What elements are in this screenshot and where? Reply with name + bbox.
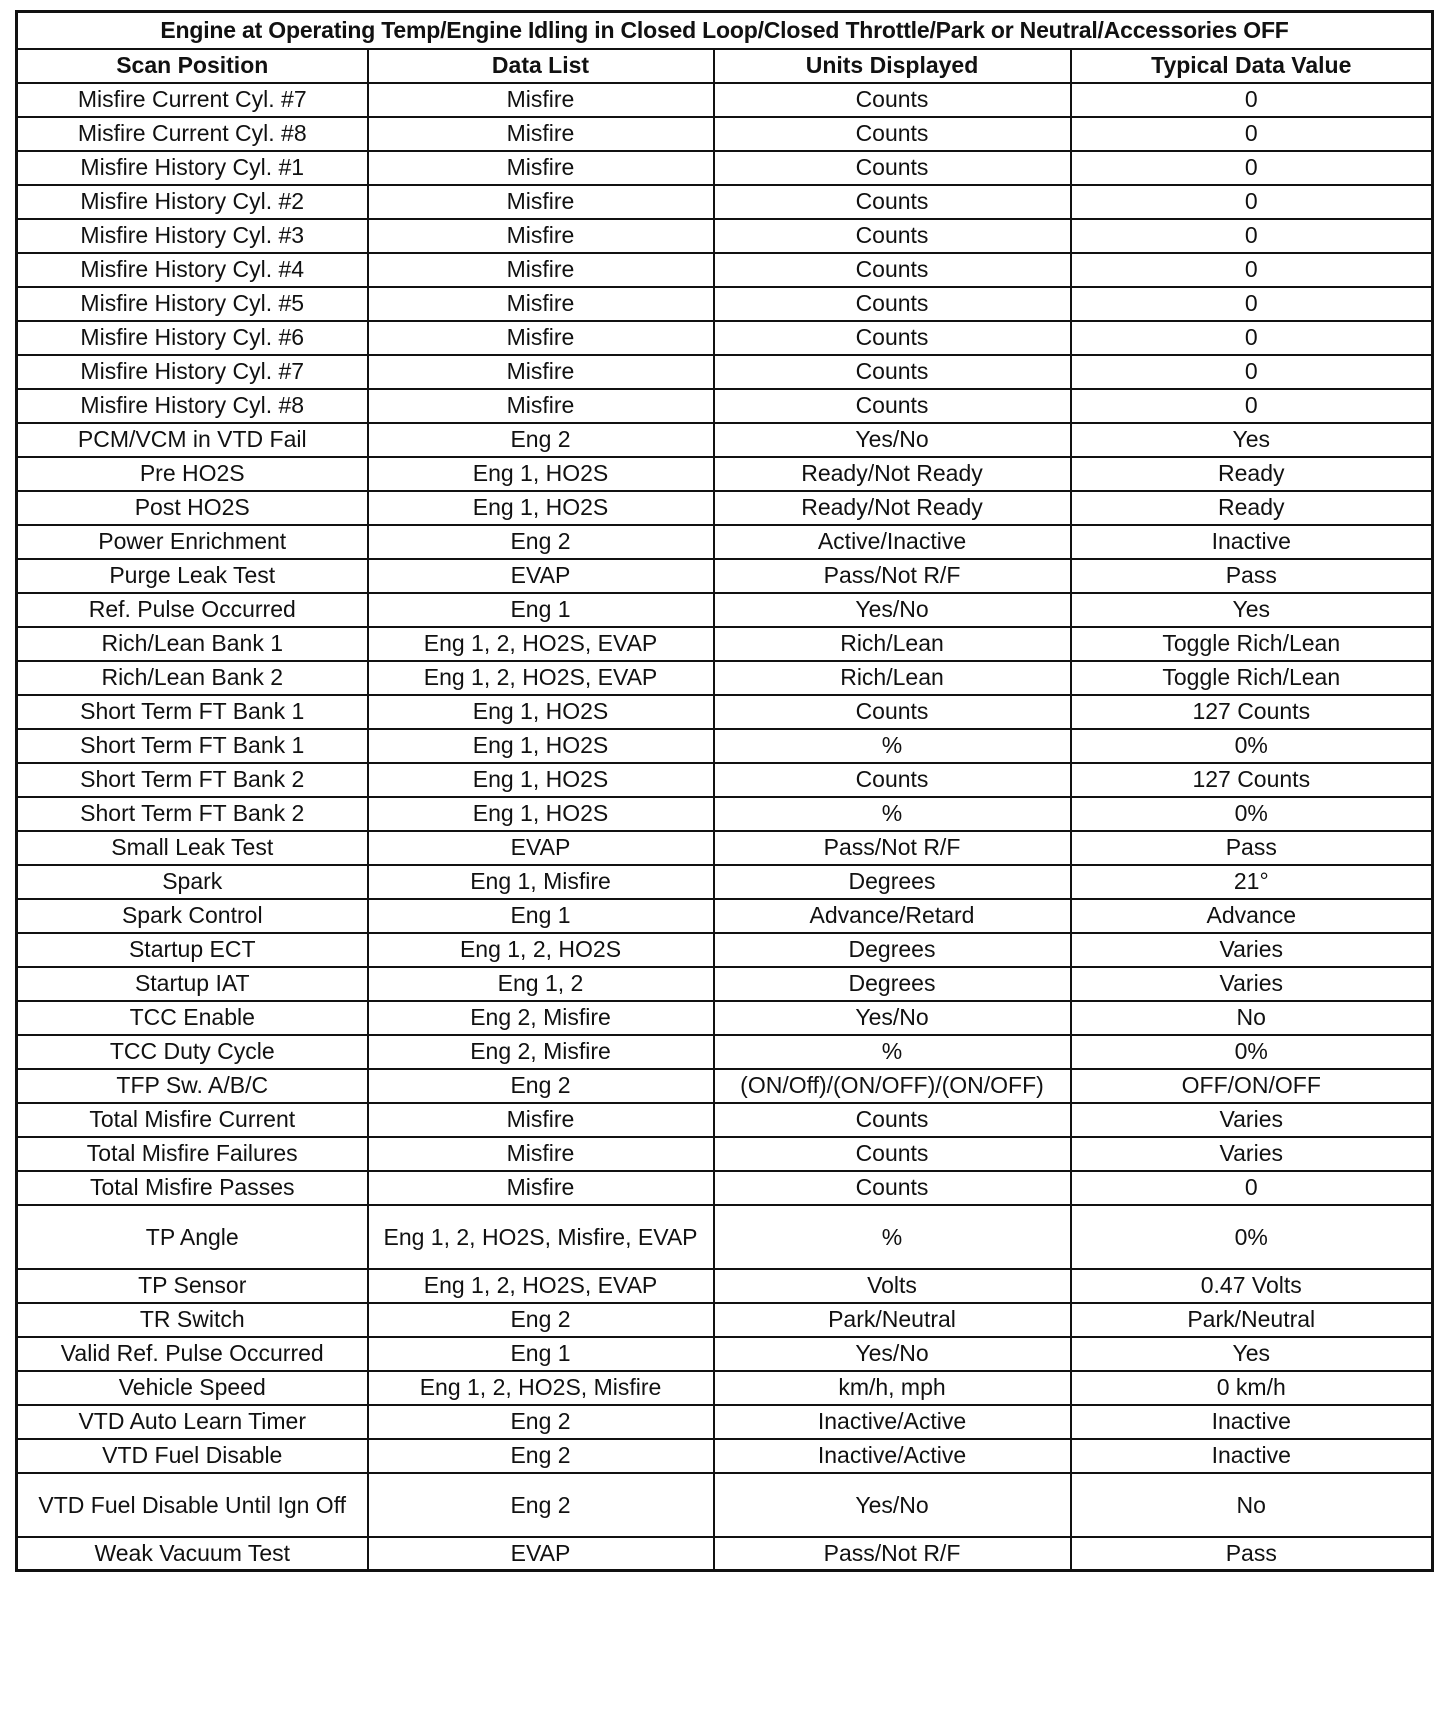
- cell-typical-value: Yes: [1071, 593, 1433, 627]
- cell-scan-position: Post HO2S: [17, 491, 368, 525]
- table-row: [17, 933, 1433, 967]
- cell-units-displayed: Counts: [714, 1171, 1071, 1205]
- cell-typical-value: Toggle Rich/Lean: [1071, 627, 1433, 661]
- cell-data-list: Misfire: [368, 389, 714, 423]
- cell-data-list: Eng 2, Misfire: [368, 1035, 714, 1069]
- table-row: [17, 831, 1433, 865]
- cell-units-displayed: %: [714, 1035, 1071, 1069]
- cell-typical-value: 0%: [1071, 1035, 1433, 1069]
- cell-units-displayed: Counts: [714, 219, 1071, 253]
- cell-data-list: Eng 2: [368, 423, 714, 457]
- cell-scan-position: Rich/Lean Bank 2: [17, 661, 368, 695]
- table-row: [17, 389, 1433, 423]
- cell-typical-value: Pass: [1071, 559, 1433, 593]
- cell-data-list: Misfire: [368, 219, 714, 253]
- cell-units-displayed: %: [714, 729, 1071, 763]
- cell-scan-position: Valid Ref. Pulse Occurred: [17, 1337, 368, 1371]
- cell-scan-position: VTD Fuel Disable: [17, 1439, 368, 1473]
- table-row: [17, 1137, 1433, 1171]
- cell-scan-position: Spark Control: [17, 899, 368, 933]
- cell-scan-position: Misfire Current Cyl. #8: [17, 117, 368, 151]
- cell-scan-position: TFP Sw. A/B/C: [17, 1069, 368, 1103]
- cell-scan-position: Misfire History Cyl. #5: [17, 287, 368, 321]
- cell-data-list: Misfire: [368, 185, 714, 219]
- cell-typical-value: Varies: [1071, 967, 1433, 1001]
- cell-units-displayed: Inactive/Active: [714, 1405, 1071, 1439]
- cell-data-list: Eng 1, 2, HO2S: [368, 933, 714, 967]
- cell-units-displayed: Counts: [714, 185, 1071, 219]
- table-row: [17, 559, 1433, 593]
- cell-units-displayed: Rich/Lean: [714, 661, 1071, 695]
- cell-units-displayed: Ready/Not Ready: [714, 457, 1071, 491]
- table-body: [17, 83, 1433, 1571]
- table-row: [17, 423, 1433, 457]
- cell-typical-value: 0: [1071, 389, 1433, 423]
- table-row: [17, 117, 1433, 151]
- cell-data-list: Eng 2, Misfire: [368, 1001, 714, 1035]
- table-row: [17, 763, 1433, 797]
- cell-scan-position: TCC Duty Cycle: [17, 1035, 368, 1069]
- cell-units-displayed: Pass/Not R/F: [714, 1537, 1071, 1571]
- cell-data-list: Misfire: [368, 151, 714, 185]
- cell-scan-position: Purge Leak Test: [17, 559, 368, 593]
- table-row: [17, 525, 1433, 559]
- cell-units-displayed: Pass/Not R/F: [714, 831, 1071, 865]
- cell-data-list: Eng 2: [368, 1069, 714, 1103]
- header-typical-data-value: Typical Data Value: [1071, 49, 1433, 83]
- cell-data-list: EVAP: [368, 831, 714, 865]
- cell-scan-position: Misfire History Cyl. #1: [17, 151, 368, 185]
- table-row: [17, 1171, 1433, 1205]
- cell-scan-position: PCM/VCM in VTD Fail: [17, 423, 368, 457]
- cell-scan-position: TCC Enable: [17, 1001, 368, 1035]
- table-row: [17, 321, 1433, 355]
- table-row: [17, 695, 1433, 729]
- cell-typical-value: Yes: [1071, 423, 1433, 457]
- cell-typical-value: 0: [1071, 83, 1433, 117]
- cell-typical-value: Inactive: [1071, 1405, 1433, 1439]
- table-row: [17, 627, 1433, 661]
- cell-units-displayed: km/h, mph: [714, 1371, 1071, 1405]
- cell-typical-value: 0.47 Volts: [1071, 1269, 1433, 1303]
- cell-data-list: Eng 2: [368, 1439, 714, 1473]
- table-row: [17, 1473, 1433, 1537]
- cell-scan-position: Short Term FT Bank 1: [17, 695, 368, 729]
- cell-data-list: Eng 1, HO2S: [368, 695, 714, 729]
- cell-typical-value: 0: [1071, 253, 1433, 287]
- table-row: [17, 1001, 1433, 1035]
- cell-units-displayed: Inactive/Active: [714, 1439, 1071, 1473]
- table-row: [17, 1269, 1433, 1303]
- cell-data-list: Eng 1, 2: [368, 967, 714, 1001]
- cell-data-list: Misfire: [368, 253, 714, 287]
- cell-typical-value: 21°: [1071, 865, 1433, 899]
- cell-data-list: Misfire: [368, 1103, 714, 1137]
- cell-scan-position: TP Sensor: [17, 1269, 368, 1303]
- cell-data-list: Eng 1, 2, HO2S, EVAP: [368, 627, 714, 661]
- cell-units-displayed: Degrees: [714, 865, 1071, 899]
- table-row: [17, 865, 1433, 899]
- cell-units-displayed: (ON/Off)/(ON/OFF)/(ON/OFF): [714, 1069, 1071, 1103]
- cell-scan-position: Total Misfire Passes: [17, 1171, 368, 1205]
- cell-scan-position: Vehicle Speed: [17, 1371, 368, 1405]
- cell-units-displayed: Rich/Lean: [714, 627, 1071, 661]
- cell-typical-value: Varies: [1071, 1103, 1433, 1137]
- cell-typical-value: 0%: [1071, 729, 1433, 763]
- cell-scan-position: Short Term FT Bank 2: [17, 797, 368, 831]
- cell-scan-position: Misfire History Cyl. #6: [17, 321, 368, 355]
- cell-units-displayed: Active/Inactive: [714, 525, 1071, 559]
- cell-units-displayed: Yes/No: [714, 1473, 1071, 1537]
- cell-units-displayed: Counts: [714, 389, 1071, 423]
- cell-units-displayed: Counts: [714, 253, 1071, 287]
- cell-typical-value: Inactive: [1071, 1439, 1433, 1473]
- cell-scan-position: Total Misfire Failures: [17, 1137, 368, 1171]
- table-row: [17, 1205, 1433, 1269]
- cell-typical-value: 0: [1071, 219, 1433, 253]
- cell-units-displayed: Counts: [714, 695, 1071, 729]
- cell-scan-position: Spark: [17, 865, 368, 899]
- cell-typical-value: 0: [1071, 1171, 1433, 1205]
- table-row: [17, 1303, 1433, 1337]
- cell-typical-value: OFF/ON/OFF: [1071, 1069, 1433, 1103]
- cell-scan-position: Pre HO2S: [17, 457, 368, 491]
- cell-data-list: Misfire: [368, 355, 714, 389]
- table-row: [17, 219, 1433, 253]
- header-data-list: Data List: [368, 49, 714, 83]
- cell-units-displayed: Counts: [714, 83, 1071, 117]
- cell-typical-value: Advance: [1071, 899, 1433, 933]
- cell-scan-position: Ref. Pulse Occurred: [17, 593, 368, 627]
- cell-typical-value: Pass: [1071, 1537, 1433, 1571]
- cell-data-list: Eng 1, HO2S: [368, 457, 714, 491]
- cell-typical-value: 0: [1071, 117, 1433, 151]
- cell-units-displayed: Pass/Not R/F: [714, 559, 1071, 593]
- cell-scan-position: Misfire History Cyl. #7: [17, 355, 368, 389]
- cell-scan-position: Total Misfire Current: [17, 1103, 368, 1137]
- scan-data-table: [15, 10, 1434, 1572]
- table-row: [17, 1537, 1433, 1571]
- cell-data-list: Misfire: [368, 1171, 714, 1205]
- cell-data-list: Eng 1: [368, 593, 714, 627]
- cell-typical-value: 127 Counts: [1071, 763, 1433, 797]
- cell-scan-position: Short Term FT Bank 1: [17, 729, 368, 763]
- cell-data-list: Eng 2: [368, 1473, 714, 1537]
- table-row: [17, 355, 1433, 389]
- cell-data-list: Misfire: [368, 1137, 714, 1171]
- table-row: [17, 83, 1433, 117]
- cell-units-displayed: Counts: [714, 1103, 1071, 1137]
- cell-scan-position: Rich/Lean Bank 1: [17, 627, 368, 661]
- cell-units-displayed: Ready/Not Ready: [714, 491, 1071, 525]
- table-row: [17, 457, 1433, 491]
- cell-typical-value: Ready: [1071, 457, 1433, 491]
- cell-units-displayed: Counts: [714, 321, 1071, 355]
- cell-data-list: Eng 1, HO2S: [368, 763, 714, 797]
- cell-typical-value: Pass: [1071, 831, 1433, 865]
- cell-typical-value: Inactive: [1071, 525, 1433, 559]
- cell-typical-value: Varies: [1071, 1137, 1433, 1171]
- table-row: [17, 1405, 1433, 1439]
- table-row: [17, 287, 1433, 321]
- cell-units-displayed: Counts: [714, 1137, 1071, 1171]
- cell-data-list: Eng 1: [368, 1337, 714, 1371]
- table-row: [17, 661, 1433, 695]
- cell-scan-position: Weak Vacuum Test: [17, 1537, 368, 1571]
- cell-data-list: Eng 1, 2, HO2S, Misfire, EVAP: [368, 1205, 714, 1269]
- table-row: [17, 1337, 1433, 1371]
- cell-scan-position: Small Leak Test: [17, 831, 368, 865]
- cell-units-displayed: Counts: [714, 151, 1071, 185]
- table-row: [17, 1371, 1433, 1405]
- cell-typical-value: 127 Counts: [1071, 695, 1433, 729]
- cell-typical-value: 0 km/h: [1071, 1371, 1433, 1405]
- cell-scan-position: Misfire History Cyl. #3: [17, 219, 368, 253]
- cell-typical-value: Yes: [1071, 1337, 1433, 1371]
- table-row: [17, 797, 1433, 831]
- cell-units-displayed: %: [714, 797, 1071, 831]
- cell-scan-position: Misfire History Cyl. #8: [17, 389, 368, 423]
- cell-data-list: Eng 1, 2, HO2S, Misfire: [368, 1371, 714, 1405]
- cell-typical-value: 0: [1071, 321, 1433, 355]
- table-row: [17, 1439, 1433, 1473]
- cell-units-displayed: Volts: [714, 1269, 1071, 1303]
- cell-scan-position: VTD Fuel Disable Until Ign Off: [17, 1473, 368, 1537]
- cell-data-list: Eng 1, HO2S: [368, 729, 714, 763]
- header-row: [17, 49, 1433, 83]
- table-row: [17, 491, 1433, 525]
- cell-data-list: Misfire: [368, 117, 714, 151]
- table-row: [17, 1035, 1433, 1069]
- cell-typical-value: No: [1071, 1001, 1433, 1035]
- cell-data-list: Eng 1: [368, 899, 714, 933]
- cell-typical-value: 0%: [1071, 1205, 1433, 1269]
- cell-units-displayed: Yes/No: [714, 593, 1071, 627]
- cell-units-displayed: Yes/No: [714, 423, 1071, 457]
- cell-scan-position: Short Term FT Bank 2: [17, 763, 368, 797]
- cell-data-list: Misfire: [368, 83, 714, 117]
- cell-typical-value: 0: [1071, 151, 1433, 185]
- scan-data-sheet: [15, 10, 1431, 1572]
- cell-scan-position: VTD Auto Learn Timer: [17, 1405, 368, 1439]
- cell-data-list: Eng 2: [368, 525, 714, 559]
- cell-typical-value: Toggle Rich/Lean: [1071, 661, 1433, 695]
- cell-data-list: Eng 1, Misfire: [368, 865, 714, 899]
- cell-data-list: Eng 1, HO2S: [368, 491, 714, 525]
- cell-units-displayed: Degrees: [714, 933, 1071, 967]
- cell-typical-value: 0: [1071, 355, 1433, 389]
- cell-scan-position: Power Enrichment: [17, 525, 368, 559]
- header-units-displayed: Units Displayed: [714, 49, 1071, 83]
- cell-units-displayed: %: [714, 1205, 1071, 1269]
- table-row: [17, 253, 1433, 287]
- cell-scan-position: TR Switch: [17, 1303, 368, 1337]
- cell-data-list: Misfire: [368, 287, 714, 321]
- table-row: [17, 593, 1433, 627]
- table-row: [17, 1103, 1433, 1137]
- cell-units-displayed: Counts: [714, 287, 1071, 321]
- cell-units-displayed: Yes/No: [714, 1001, 1071, 1035]
- cell-units-displayed: Degrees: [714, 967, 1071, 1001]
- cell-units-displayed: Counts: [714, 763, 1071, 797]
- cell-units-displayed: Park/Neutral: [714, 1303, 1071, 1337]
- table-row: [17, 185, 1433, 219]
- cell-scan-position: Misfire History Cyl. #4: [17, 253, 368, 287]
- header-scan-position: Scan Position: [17, 49, 368, 83]
- cell-scan-position: TP Angle: [17, 1205, 368, 1269]
- cell-typical-value: 0: [1071, 185, 1433, 219]
- cell-units-displayed: Advance/Retard: [714, 899, 1071, 933]
- cell-scan-position: Misfire Current Cyl. #7: [17, 83, 368, 117]
- cell-typical-value: Varies: [1071, 933, 1433, 967]
- cell-data-list: Eng 2: [368, 1405, 714, 1439]
- cell-typical-value: No: [1071, 1473, 1433, 1537]
- cell-scan-position: Misfire History Cyl. #2: [17, 185, 368, 219]
- table-caption: Engine at Operating Temp/Engine Idling in Closed Loop/Closed Throttle/Park or Neutral/Accessories OFF: [17, 12, 1433, 49]
- cell-data-list: EVAP: [368, 559, 714, 593]
- table-row: [17, 899, 1433, 933]
- cell-typical-value: Park/Neutral: [1071, 1303, 1433, 1337]
- cell-data-list: Eng 2: [368, 1303, 714, 1337]
- cell-data-list: EVAP: [368, 1537, 714, 1571]
- cell-units-displayed: Counts: [714, 355, 1071, 389]
- cell-data-list: Eng 1, HO2S: [368, 797, 714, 831]
- cell-scan-position: Startup IAT: [17, 967, 368, 1001]
- table-row: [17, 1069, 1433, 1103]
- caption-row: [17, 12, 1433, 49]
- table-row: [17, 151, 1433, 185]
- cell-typical-value: 0%: [1071, 797, 1433, 831]
- cell-data-list: Eng 1, 2, HO2S, EVAP: [368, 1269, 714, 1303]
- cell-typical-value: Ready: [1071, 491, 1433, 525]
- cell-units-displayed: Counts: [714, 117, 1071, 151]
- cell-data-list: Misfire: [368, 321, 714, 355]
- cell-units-displayed: Yes/No: [714, 1337, 1071, 1371]
- cell-scan-position: Startup ECT: [17, 933, 368, 967]
- cell-typical-value: 0: [1071, 287, 1433, 321]
- cell-data-list: Eng 1, 2, HO2S, EVAP: [368, 661, 714, 695]
- table-row: [17, 729, 1433, 763]
- table-row: [17, 967, 1433, 1001]
